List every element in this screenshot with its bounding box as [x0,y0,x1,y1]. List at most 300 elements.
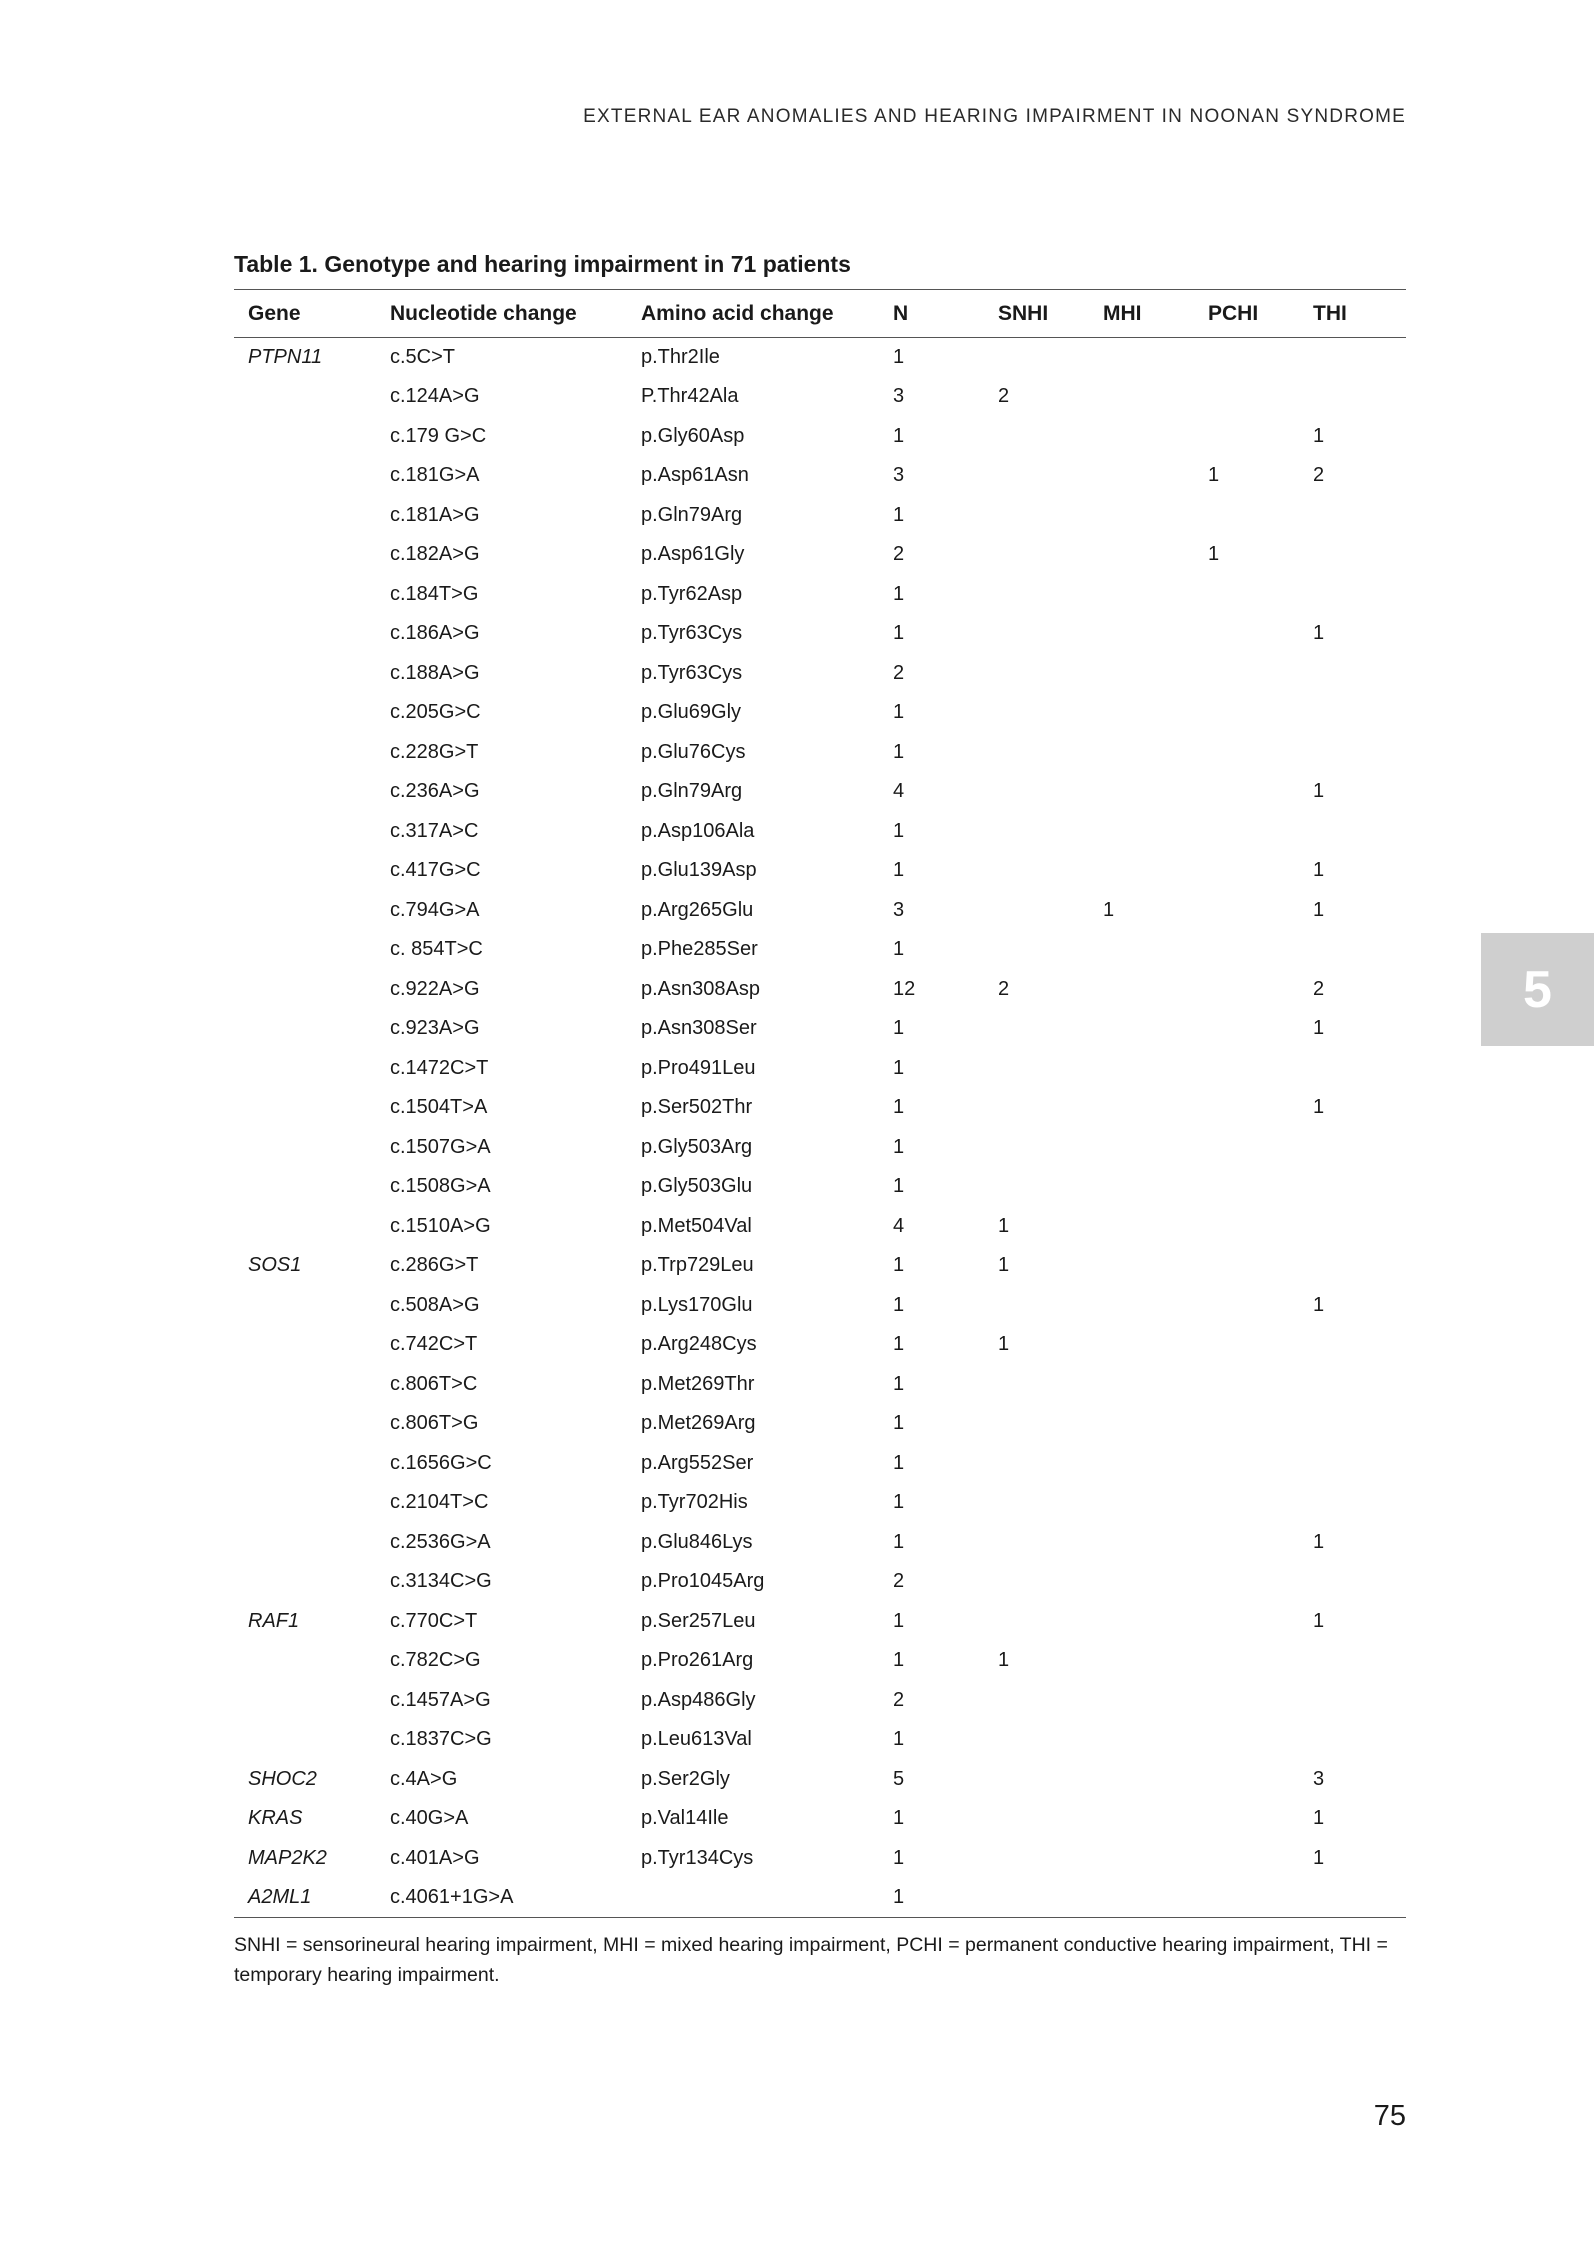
nucleotide-change-cell: c.742C>T [390,1333,478,1356]
table-row [234,1404,1406,1444]
gene-cell [234,1562,376,1602]
thi-cell [1299,1167,1406,1207]
mhi-cell [1089,1523,1194,1563]
column-header-pchi: PCHI [1194,290,1299,338]
amino-acid-change-cell: p.Asp486Gly [641,1688,756,1711]
mhi-cell [1089,1286,1194,1326]
table-row [234,1444,1406,1484]
thi-cell: 2 [1313,977,1325,1000]
thi-cell [1299,1681,1406,1721]
amino-acid-change-cell: p.Asp61Gly [641,543,745,566]
snhi-cell: 1 [998,1649,1010,1672]
table-row [234,812,1406,852]
amino-acid-change-cell: p.Pro261Arg [641,1649,754,1672]
thi-cell [1299,1404,1406,1444]
amino-acid-change-cell: p.Phe285Ser [641,938,758,961]
table-row [234,377,1406,417]
pchi-cell [1194,1602,1299,1642]
amino-acid-change-cell: p.Gly503Arg [641,1135,753,1158]
pchi-cell [1194,1365,1299,1405]
snhi-cell [984,535,1089,575]
gene-cell [234,891,376,931]
gene-cell: KRAS [248,1807,303,1830]
nucleotide-change-cell: c.401A>G [390,1846,480,1869]
table-row [234,456,1406,496]
snhi-cell [984,930,1089,970]
amino-acid-change-cell: p.Met504Val [641,1214,752,1237]
snhi-cell [984,1444,1089,1484]
table-row [234,654,1406,694]
thi-cell [1299,338,1406,378]
amino-acid-change-cell: p.Gly60Asp [641,424,745,447]
mhi-cell [1089,1009,1194,1049]
amino-acid-change-cell: p.Tyr63Cys [641,622,743,645]
snhi-cell [984,338,1089,378]
snhi-cell [984,1128,1089,1168]
snhi-cell [984,1286,1089,1326]
mhi-cell [1089,772,1194,812]
amino-acid-change-cell: p.Thr2Ile [641,346,720,368]
table-row [234,417,1406,457]
snhi-cell [984,1602,1089,1642]
gene-cell [234,1286,376,1326]
n-cell: 4 [893,1214,905,1237]
n-cell: 1 [893,819,905,842]
pchi-cell [1194,496,1299,536]
table-row [234,1483,1406,1523]
table-row [234,693,1406,733]
n-cell: 1 [893,1807,905,1830]
table-row [234,1128,1406,1168]
pchi-cell [1194,1839,1299,1879]
nucleotide-change-cell: c.1510A>G [390,1214,491,1237]
thi-cell: 1 [1313,1530,1325,1553]
table-row [234,535,1406,575]
nucleotide-change-cell: c.508A>G [390,1293,480,1316]
table-row [234,1325,1406,1365]
mhi-cell [1089,535,1194,575]
nucleotide-change-cell: c.286G>T [390,1254,479,1277]
mhi-cell [1089,1088,1194,1128]
nucleotide-change-cell: c.179 G>C [390,424,487,447]
snhi-cell [984,1562,1089,1602]
nucleotide-change-cell: c.922A>G [390,977,480,1000]
table-row [234,851,1406,891]
amino-acid-change-cell: p.Met269Thr [641,1372,755,1395]
n-cell: 1 [893,1609,905,1632]
n-cell: 2 [893,543,905,566]
amino-acid-change-cell: p.Arg552Ser [641,1451,754,1474]
gene-cell [234,1207,376,1247]
gene-cell [234,733,376,773]
nucleotide-change-cell: c.181G>A [390,464,480,487]
n-cell: 1 [893,1293,905,1316]
snhi-cell [984,772,1089,812]
pchi-cell [1194,812,1299,852]
gene-cell [234,772,376,812]
amino-acid-change-cell: P.Thr42Ala [641,385,739,408]
pchi-cell [1194,930,1299,970]
pchi-cell [1194,1207,1299,1247]
thi-cell [1299,1878,1406,1918]
table-row [234,891,1406,931]
amino-acid-change-cell: p.Tyr134Cys [641,1846,754,1869]
gene-cell [234,812,376,852]
thi-cell: 1 [1313,780,1325,803]
snhi-cell [984,417,1089,457]
thi-cell: 1 [1313,1293,1325,1316]
table-footnote: SNHI = sensorineural hearing impairment, MHI = mixed hearing impairment, PCHI = permanent conductive hearing impairment, THI = temporary hearing impairment. [234,1934,1388,1986]
gene-cell [234,575,376,615]
pchi-cell [1194,1562,1299,1602]
thi-cell [1299,733,1406,773]
nucleotide-change-cell: c.1457A>G [390,1688,491,1711]
thi-cell [1299,812,1406,852]
thi-cell [1299,535,1406,575]
n-cell: 2 [893,661,905,684]
thi-cell: 1 [1313,1609,1325,1632]
pchi-cell [1194,1404,1299,1444]
amino-acid-change-cell: p.Arg265Glu [641,898,754,921]
table-row [234,772,1406,812]
mhi-cell [1089,1404,1194,1444]
thi-cell [1299,575,1406,615]
gene-cell [234,1128,376,1168]
mhi-cell [1089,1760,1194,1800]
n-cell: 2 [893,1570,905,1593]
thi-cell [1299,1562,1406,1602]
n-cell: 1 [893,582,905,605]
table-row [234,1641,1406,1681]
thi-cell: 1 [1313,1096,1325,1119]
pchi-cell [1194,575,1299,615]
n-cell: 1 [893,1491,905,1514]
table-row [234,614,1406,654]
nucleotide-change-cell: c. 854T>C [390,938,483,961]
nucleotide-change-cell: c.1472C>T [390,1056,489,1079]
nucleotide-change-cell: c.2104T>C [390,1491,489,1514]
nucleotide-change-cell: c.317A>C [390,819,479,842]
nucleotide-change-cell: c.3134C>G [390,1570,492,1593]
table-row [234,930,1406,970]
gene-cell [234,851,376,891]
snhi-cell [984,1365,1089,1405]
nucleotide-change-cell: c.4A>G [390,1767,458,1790]
pchi-cell [1194,1128,1299,1168]
thi-cell [1299,1128,1406,1168]
amino-acid-change-cell: p.Ser2Gly [641,1767,730,1790]
table-row [234,1720,1406,1760]
mhi-cell [1089,733,1194,773]
mhi-cell [1089,575,1194,615]
column-header-mhi: MHI [1089,290,1194,338]
mhi-cell [1089,1325,1194,1365]
snhi-cell [984,1523,1089,1563]
nucleotide-change-cell: c.188A>G [390,661,480,684]
thi-cell: 1 [1313,1846,1325,1869]
nucleotide-change-cell: c.4061+1G>A [376,1878,627,1918]
pchi-cell [1194,1167,1299,1207]
thi-cell [1299,377,1406,417]
pchi-cell [1194,1483,1299,1523]
nucleotide-change-cell: c.794G>A [390,898,480,921]
nucleotide-change-cell: c.40G>A [390,1807,469,1830]
gene-cell: SOS1 [248,1254,302,1277]
n-cell: 1 [879,1878,984,1918]
pchi-cell [1194,1088,1299,1128]
snhi-cell [984,1799,1089,1839]
n-cell: 1 [893,1728,905,1751]
thi-cell [1299,1641,1406,1681]
mhi-cell [1089,812,1194,852]
gene-cell [234,1049,376,1089]
n-cell: 1 [893,1254,905,1277]
genotype-table [234,289,1406,1918]
amino-acid-change-cell: p.Tyr702His [641,1491,748,1514]
pchi-cell [1194,1286,1299,1326]
gene-cell [234,1009,376,1049]
amino-acid-change-cell: p.Glu846Lys [641,1530,753,1553]
n-cell: 1 [893,1649,905,1672]
pchi-cell: 1 [1208,543,1220,566]
amino-acid-change-cell: p.Asp61Asn [641,464,749,487]
gene-cell [234,1404,376,1444]
thi-cell [1299,654,1406,694]
gene-cell [234,1444,376,1484]
pchi-cell [1194,1246,1299,1286]
column-header-thi: THI [1299,290,1406,338]
gene-cell [234,1365,376,1405]
snhi-cell [984,496,1089,536]
gene-cell: RAF1 [248,1609,300,1632]
mhi-cell [1089,1167,1194,1207]
mhi-cell [1089,1365,1194,1405]
n-cell: 1 [893,740,905,763]
table-row [234,733,1406,773]
mhi-cell [1089,496,1194,536]
table-row [234,1799,1406,1839]
gene-cell [234,1483,376,1523]
n-cell: 1 [893,938,905,961]
amino-acid-change-cell: p.Asn308Ser [641,1017,757,1040]
table-header-row [234,290,1406,338]
table-row [234,1009,1406,1049]
thi-cell [1299,1325,1406,1365]
n-cell: 1 [893,424,905,447]
nucleotide-change-cell: c.184T>G [390,582,479,605]
mhi-cell [1089,1483,1194,1523]
amino-acid-change-cell: p.Pro1045Arg [641,1570,765,1593]
gene-cell: A2ML1 [234,1878,376,1918]
nucleotide-change-cell: c.782C>G [390,1649,481,1672]
pchi-cell [1194,1878,1299,1918]
snhi-cell [984,693,1089,733]
mhi-cell [1089,1799,1194,1839]
snhi-cell [984,851,1089,891]
thi-cell [1299,1483,1406,1523]
gene-cell: MAP2K2 [248,1846,327,1869]
pchi-cell [1194,417,1299,457]
column-header-snhi: SNHI [984,290,1089,338]
mhi-cell: 1 [1103,898,1115,921]
nucleotide-change-cell: c.1508G>A [390,1175,491,1198]
thi-cell [1299,1365,1406,1405]
running-title: EXTERNAL EAR ANOMALIES AND HEARING IMPAIRMENT IN NOONAN SYNDROME [583,106,1406,127]
amino-acid-change-cell: p.Trp729Leu [641,1254,754,1277]
snhi-cell [984,1720,1089,1760]
snhi-cell [984,575,1089,615]
amino-acid-change-cell: p.Gln79Arg [641,780,743,803]
n-cell: 1 [893,1846,905,1869]
pchi-cell [1194,772,1299,812]
gene-cell [234,1167,376,1207]
thi-cell [1299,1246,1406,1286]
pchi-cell [1194,377,1299,417]
nucleotide-change-cell: c.124A>G [390,385,480,408]
column-header-gene: Gene [234,290,376,338]
pchi-cell [1194,1720,1299,1760]
mhi-cell [1089,614,1194,654]
gene-cell: SHOC2 [248,1767,317,1790]
n-cell: 1 [893,622,905,645]
gene-cell: PTPN11 [248,346,323,368]
amino-acid-change-cell: p.Tyr62Asp [641,582,743,605]
pchi-cell [1194,891,1299,931]
pchi-cell [1194,851,1299,891]
snhi-cell [984,891,1089,931]
snhi-cell [984,812,1089,852]
thi-cell: 1 [1313,898,1325,921]
thi-cell [1299,693,1406,733]
n-cell: 1 [893,346,905,368]
table-row [234,575,1406,615]
amino-acid-change-cell: p.Arg248Cys [641,1333,757,1356]
thi-cell: 3 [1313,1767,1325,1790]
amino-acid-change-cell: p.Gly503Glu [641,1175,753,1198]
pchi-cell [1194,970,1299,1010]
nucleotide-change-cell: c.182A>G [390,543,480,566]
mhi-cell [1089,1562,1194,1602]
column-header-nucleotide-change: Nucleotide change [376,290,627,338]
thi-cell [1299,1049,1406,1089]
thi-cell: 1 [1313,424,1325,447]
snhi-cell [984,1878,1089,1918]
n-cell: 3 [893,385,905,408]
n-cell: 1 [893,1333,905,1356]
pchi-cell [1194,693,1299,733]
pchi-cell [1194,1641,1299,1681]
nucleotide-change-cell: c.186A>G [390,622,480,645]
n-cell: 2 [893,1688,905,1711]
gene-cell [234,614,376,654]
snhi-cell: 2 [998,385,1010,408]
pchi-cell [1194,1009,1299,1049]
snhi-cell [984,1404,1089,1444]
snhi-cell [984,654,1089,694]
pchi-cell [1194,614,1299,654]
mhi-cell [1089,377,1194,417]
snhi-cell [984,1839,1089,1879]
pchi-cell [1194,1049,1299,1089]
snhi-cell [984,1681,1089,1721]
nucleotide-change-cell: c.806T>G [390,1412,479,1435]
snhi-cell [984,1483,1089,1523]
pchi-cell [1194,733,1299,773]
pchi-cell [1194,1760,1299,1800]
n-cell: 1 [893,1175,905,1198]
gene-cell [234,970,376,1010]
table-row [234,1839,1406,1879]
nucleotide-change-cell: c.181A>G [390,503,480,526]
gene-cell [234,693,376,733]
nucleotide-change-cell: c.923A>G [390,1017,480,1040]
mhi-cell [1089,1444,1194,1484]
gene-cell [234,417,376,457]
nucleotide-change-cell: c.1656G>C [390,1451,492,1474]
thi-cell [1299,1444,1406,1484]
n-cell: 1 [893,701,905,724]
mhi-cell [1089,1641,1194,1681]
nucleotide-change-cell: c.1504T>A [390,1096,488,1119]
column-header-n: N [879,290,984,338]
n-cell: 1 [893,1056,905,1079]
mhi-cell [1089,1602,1194,1642]
gene-cell [234,535,376,575]
gene-cell [234,1641,376,1681]
chapter-tab: 5 [1481,933,1594,1046]
table-row [234,1878,1406,1918]
n-cell: 1 [893,1412,905,1435]
amino-acid-change-cell: p.Glu139Asp [641,859,757,882]
n-cell: 12 [893,977,916,1000]
amino-acid-change-cell: p.Leu613Val [641,1728,752,1751]
pchi-cell [1194,654,1299,694]
snhi-cell: 1 [998,1254,1010,1277]
thi-cell: 1 [1313,1017,1325,1040]
snhi-cell [984,1049,1089,1089]
gene-cell [234,1325,376,1365]
pchi-cell [1194,1681,1299,1721]
gene-cell [234,456,376,496]
table-row [234,970,1406,1010]
mhi-cell [1089,693,1194,733]
mhi-cell [1089,654,1194,694]
nucleotide-change-cell: c.228G>T [390,740,479,763]
column-header-amino-acid-change: Amino acid change [627,290,879,338]
gene-cell [234,1720,376,1760]
thi-cell: 1 [1313,859,1325,882]
mhi-cell [1089,1207,1194,1247]
snhi-cell [984,733,1089,773]
amino-acid-change-cell: p.Met269Arg [641,1412,756,1435]
n-cell: 1 [893,1451,905,1474]
nucleotide-change-cell: c.1507G>A [390,1135,491,1158]
mhi-cell [1089,1878,1194,1918]
amino-acid-change-cell [627,1878,879,1918]
snhi-cell [984,1167,1089,1207]
gene-cell [234,930,376,970]
table-row [234,338,1406,378]
mhi-cell [1089,1246,1194,1286]
gene-cell [234,654,376,694]
nucleotide-change-cell: c.5C>T [390,346,456,368]
table-row [234,1523,1406,1563]
table-row [234,1049,1406,1089]
gene-cell [234,496,376,536]
nucleotide-change-cell: c.205G>C [390,701,481,724]
pchi-cell: 1 [1208,464,1220,487]
pchi-cell [1194,1325,1299,1365]
